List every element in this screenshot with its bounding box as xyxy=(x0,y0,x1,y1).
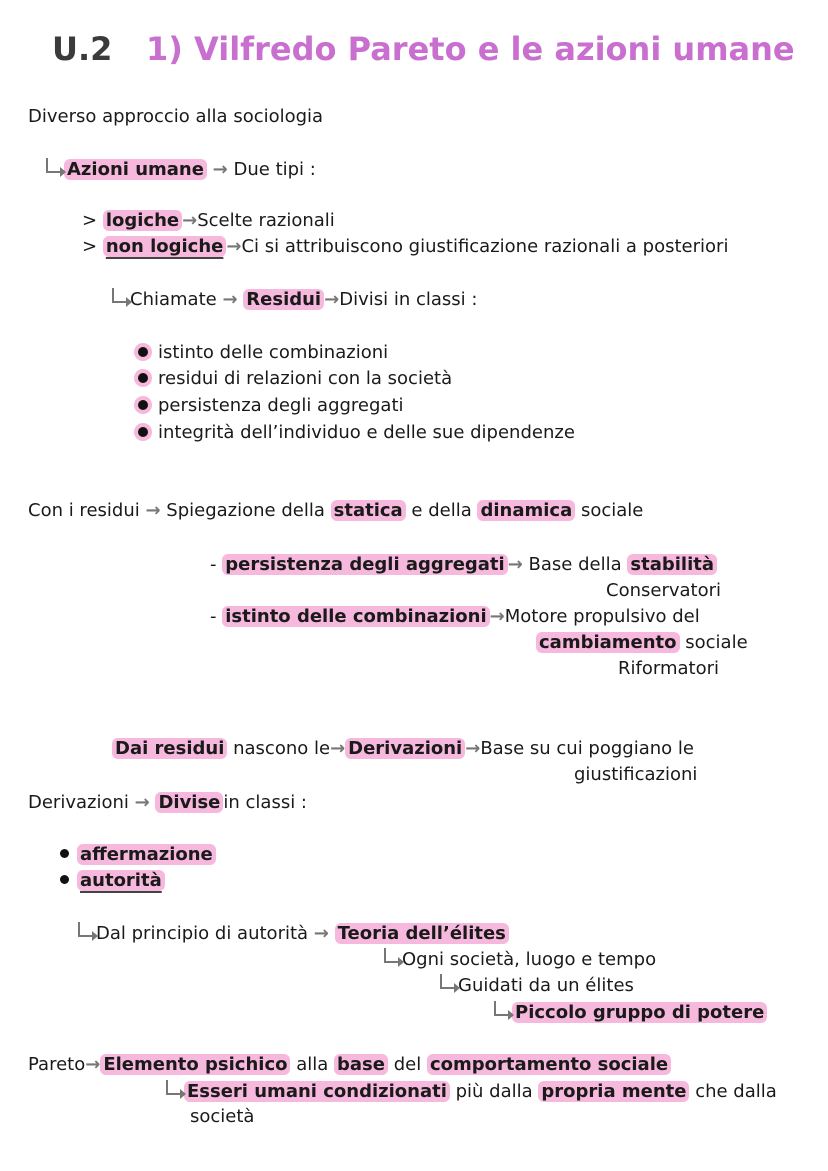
elbow-arrow-icon xyxy=(494,1001,508,1016)
con-residui-line: Con i residui → Spiegazione della statica e della dinamica sociale xyxy=(28,500,644,521)
bullet-icon xyxy=(138,347,148,357)
arrow-icon: → xyxy=(313,923,329,944)
elbow-arrow-icon xyxy=(440,974,454,989)
cambiamento-line: cambiamento sociale xyxy=(536,632,748,654)
nonlogiche-rest: Ci si attribuiscono giustificazione razionali a posteriori xyxy=(241,236,729,257)
chiamate-pre: Chiamate xyxy=(130,289,217,310)
derivazioni-line: Derivazioni → Divise in classi : xyxy=(28,792,307,813)
bullet-icon xyxy=(60,849,69,858)
arrow-icon: → xyxy=(222,289,238,310)
arrow-icon: → xyxy=(182,210,198,231)
persistenza-label: persistenza degli aggregati xyxy=(222,554,507,575)
arrow-icon: → xyxy=(324,289,340,310)
nonlogiche-label: non logiche xyxy=(103,236,227,257)
arrow-icon: → xyxy=(212,159,228,180)
statica-label: statica xyxy=(331,500,406,521)
elbow-arrow-icon xyxy=(112,288,126,303)
cambiamento-label: cambiamento xyxy=(536,632,680,653)
elbow-arrow-icon xyxy=(46,158,60,173)
arrow-icon: → xyxy=(226,236,242,257)
istinto-line: - istinto delle combinazioni →Motore propulsivo del xyxy=(210,606,700,627)
list-item: autorità xyxy=(60,870,165,892)
dinamica-label: dinamica xyxy=(477,500,575,521)
logiche-line xyxy=(82,210,335,232)
arrow-icon: → xyxy=(507,554,523,575)
residui-label: Residui xyxy=(243,289,324,310)
nonlogiche-line xyxy=(82,236,728,258)
unit-number: U.2 xyxy=(52,30,113,68)
arrow-icon: → xyxy=(465,738,481,759)
esseri-line: Esseri umani condizionati più dalla propria mente che dalla xyxy=(166,1080,777,1103)
conservatori-label: Conservatori xyxy=(606,580,721,601)
bullet-icon xyxy=(60,875,69,884)
elbow-arrow-icon xyxy=(384,948,398,963)
chain-item: Ogni società, luogo e tempo xyxy=(384,948,656,971)
stabilita-label: stabilità xyxy=(627,554,717,575)
chain-item: Guidati da un élites xyxy=(440,974,634,997)
page-title: 1) Vilfredo Pareto e le azioni umane xyxy=(146,30,795,68)
arrow-icon: → xyxy=(330,738,346,759)
chain-item: Piccolo gruppo di potere xyxy=(494,1001,767,1024)
arrow-icon: → xyxy=(85,1054,101,1075)
pareto-line: Pareto→ Elemento psichico alla base del comportamento sociale xyxy=(28,1054,671,1076)
derivazioni-label: Derivazioni xyxy=(345,738,465,759)
giustificazioni-label: giustificazioni xyxy=(574,764,698,785)
chiamate-line xyxy=(112,288,477,311)
elbow-arrow-icon xyxy=(78,922,92,937)
bullet-icon xyxy=(138,427,148,437)
elbow-arrow-icon xyxy=(166,1080,180,1095)
azioni-line xyxy=(46,158,316,181)
azioni-rest: Due tipi : xyxy=(233,159,316,180)
list-item: persistenza degli aggregati xyxy=(138,395,404,417)
azioni-label: Azioni umane xyxy=(64,159,207,180)
arrow-icon: → xyxy=(145,500,161,521)
dai-residui-label: Dai residui xyxy=(112,738,227,759)
istinto-label: istinto delle combinazioni xyxy=(222,606,489,627)
chiamate-rest: Divisi in classi : xyxy=(339,289,478,310)
riformatori-label: Riformatori xyxy=(618,658,719,679)
gt-bullet: > xyxy=(82,210,98,231)
gt-bullet: > xyxy=(82,236,98,257)
arrow-icon: → xyxy=(134,792,150,813)
list-item: affermazione xyxy=(60,844,216,866)
list-item: istinto delle combinazioni xyxy=(138,342,388,364)
dai-residui-line: Dai residui nascono le→ Derivazioni →Base su cui poggiano le xyxy=(112,738,694,760)
list-item: residui di relazioni con la società xyxy=(138,368,452,390)
persistenza-line: - persistenza degli aggregati → Base della stabilità xyxy=(210,554,717,576)
principio-line: Dal principio di autorità → Teoria dell’élites xyxy=(78,922,509,945)
bullet-icon xyxy=(138,373,148,383)
societa-label: società xyxy=(190,1106,255,1127)
logiche-rest: Scelte razionali xyxy=(197,210,335,231)
intro-line: Diverso approccio alla sociologia xyxy=(28,106,324,127)
logiche-label: logiche xyxy=(103,210,182,231)
divise-label: Divise xyxy=(155,792,223,813)
list-item: integrità dell’individuo e delle sue dipendenze xyxy=(138,422,575,444)
bullet-icon xyxy=(138,400,148,410)
arrow-icon: → xyxy=(489,606,505,627)
teoria-elites-label: Teoria dell’élites xyxy=(335,923,509,944)
